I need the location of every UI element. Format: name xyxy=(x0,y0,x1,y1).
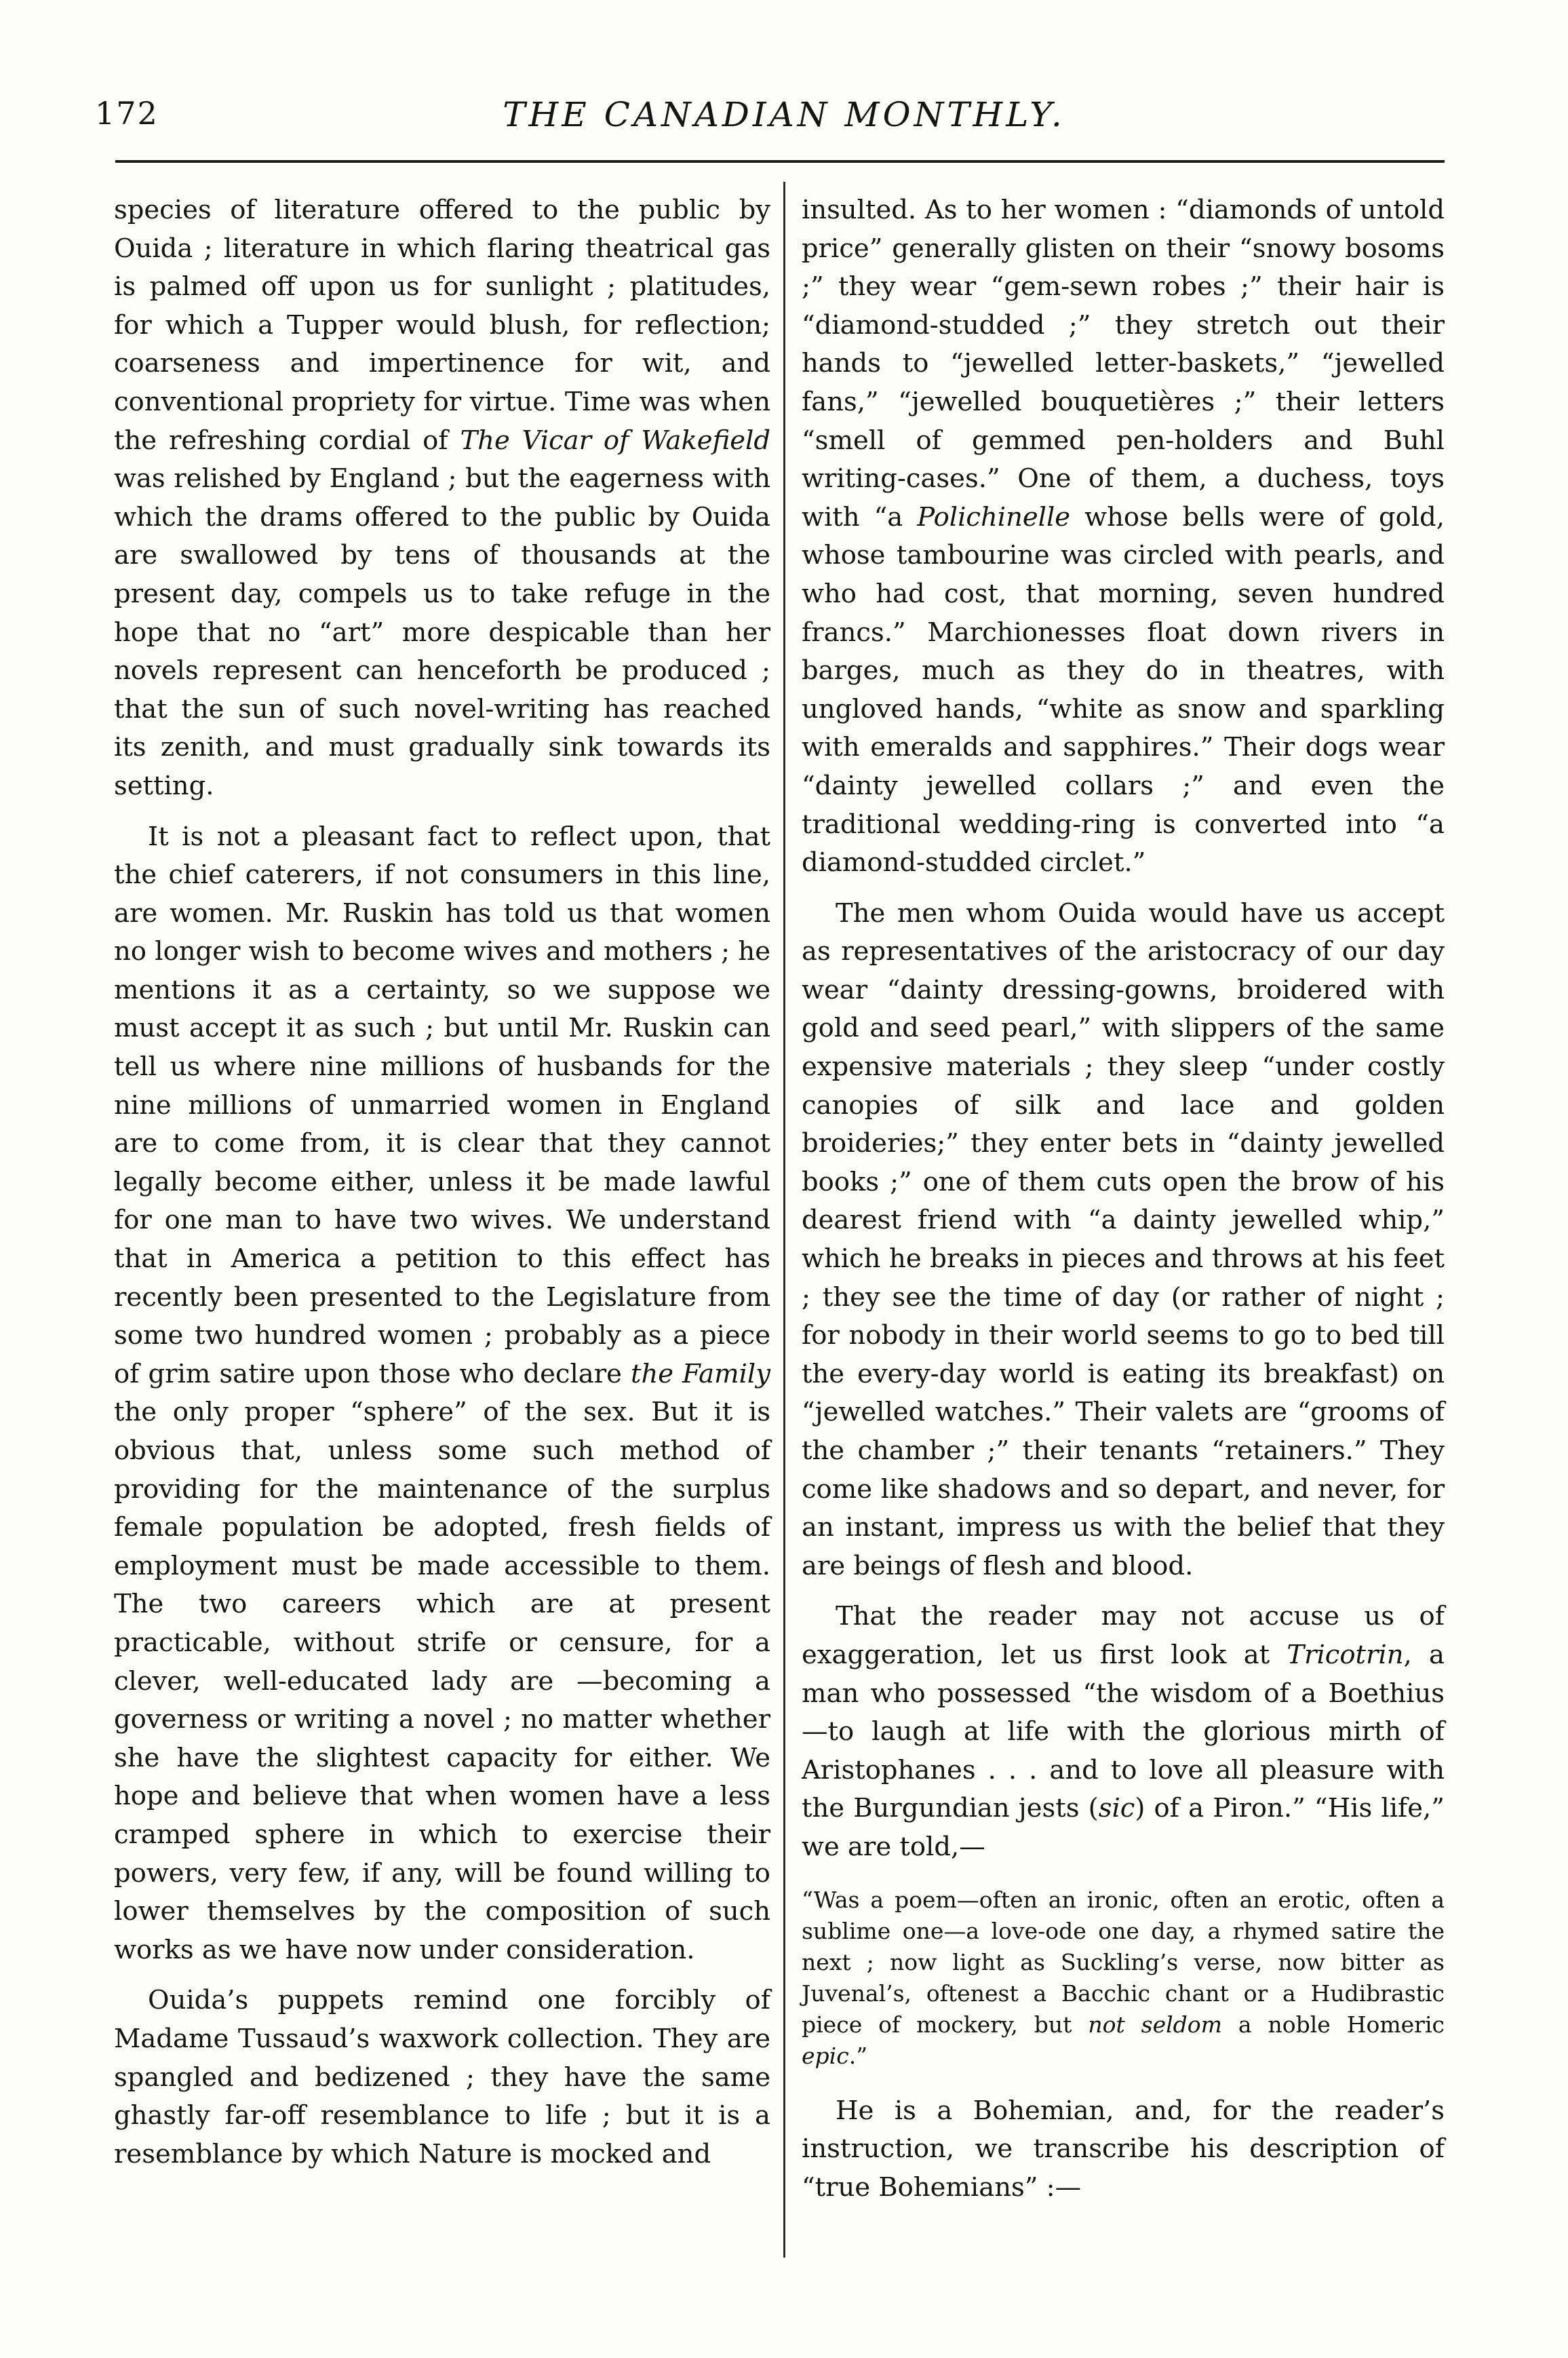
paragraph: He is a Bohemian, and, for the reader’s instruction, we transcribe his description of “true Bohemians” :— xyxy=(802,2095,1445,2203)
block-quote: “Was a poem—often an ironic, often an erotic, often a sublime one—a love-ode one day, a rhymed satire the next ; now light as Suckling’s verse, now bitter as Juvenal’s, oftenest a Bacchic chant or a Hudibrastic piece of mockery, but not seldom a noble Homeric epic.” xyxy=(802,1886,1445,2069)
left-column xyxy=(114,191,770,2173)
page-number: 172 xyxy=(95,95,159,132)
emphasis: Polichinelle xyxy=(917,501,1071,533)
paragraph: Ouida’s puppets remind one forcibly of Madame Tussaud’s waxwork collection. They are spangled and bedizened ; they have the same ghastly far-off resemblance to life ; but it is a resemblance by which Nature is mocked and xyxy=(114,1985,770,2169)
paragraph: It is not a pleasant fact to reflect upon, that the chief caterers, if not consumers in this line, are women. Mr. Ruskin has told us that women no longer wish to become wives and mothers ; he mentions it as a certainty, so we suppose we must accept it as such ; but until Mr. Ruskin can tell us where nine millions of husbands for the nine millions of unmarried women in England are to come from, it is clear that they cannot legally become either, unless it be made lawful for one man to have two wives. We understand that in America a petition to this effect has recently been presented to the Legislature from some two hundred women ; probably as a piece of grim satire upon those who declare the Family the only proper “sphere” of the sex. But it is obvious that, unless some such method of providing for the maintenance of the surplus female population be adopted, fresh fields of employment must be made accessible to them. The two careers which are at present practicable, without strife or censure, for a clever, well-educated lady are —becoming a governess or writing a novel ; no matter whether she have the slightest capacity for either. We hope and believe that when women have a less cramped sphere in which to exercise their powers, very few, if any, will be found willing to lower themselves by the composition of such works as we have now under consideration. xyxy=(114,821,770,1965)
emphasis: the Family xyxy=(630,1358,770,1389)
emphasis: not seldom xyxy=(1088,2011,1222,2038)
emphasis: Tricotrin xyxy=(1287,1639,1404,1670)
paragraph: insulted. As to her women : “diamonds of untold price” generally glisten on their “snowy bosoms ;” they wear “gem-sewn robes ;” their hair is “diamond-studded ;” they stretch out their hands to “jewelled letter-baskets,” “jewelled fans,” “jewelled bouquetières ;” their letters “smell of gemmed pen-holders and Buhl writing-cases.” One of them, a duchess, toys with “a Polichinelle whose bells were of gold, whose tambourine was circled with pearls, and who had cost, that morning, seven hundred francs.” Marchionesses float down rivers in barges, much as they do in theatres, with ungloved hands, “white as snow and sparkling with emeralds and sapphires.” Their dogs wear “dainty jewelled collars ;” and even the traditional wedding-ring is converted into “a diamond-studded circlet.” xyxy=(802,195,1445,878)
emphasis: sic xyxy=(1098,1793,1135,1824)
page-header xyxy=(95,95,1473,156)
book-title: The Vicar of Wakefield xyxy=(460,425,770,456)
column-divider xyxy=(783,182,785,2258)
right-column xyxy=(802,191,1445,2207)
paragraph: species of literature offered to the public by Ouida ; literature in which flaring theatrical gas is palmed off upon us for sunlight ; platitudes, for which a Tupper would blush, for reflection; coarseness and impertinence for wit, and conventional propriety for virtue. Time was when the refreshing cordial of The Vicar of Wakefield was relished by England ; but the eagerness with which the drams offered to the public by Ouida are swallowed by tens of thousands at the present day, compels us to take refuge in the hope that no “art” more despicable than her novels represent can henceforth be produced ; that the sun of such novel-writing has reached its zenith, and must gradually sink towards its setting. xyxy=(114,195,770,801)
running-title: THE CANADIAN MONTHLY. xyxy=(503,95,1065,134)
emphasis: epic xyxy=(802,2042,849,2069)
header-rule xyxy=(115,160,1445,163)
paragraph: The men whom Ouida would have us accept as representatives of the aristocracy of our day wear “dainty dressing-gowns, broidered with gold and seed pearl,” with slippers of the same expensive materials ; they sleep “under costly canopies of silk and lace and golden broideries;” they enter bets in “dainty jewelled books ;” one of them cuts open the brow of his dearest friend with “a dainty jewelled whip,” which he breaks in pieces and throws at his feet ; they see the time of day (or rather of night ; for nobody in their world seems to go to bed till the every-day world is eating its breakfast) on “jewelled watches.” Their valets are “grooms of the chamber ;” their tenants “retainers.” They come like shadows and so depart, and never, for an instant, impress us with the belief that they are beings of flesh and blood. xyxy=(802,897,1445,1581)
paragraph: That the reader may not accuse us of exaggeration, let us first look at Tricotrin, a man who possessed “the wisdom of a Boethius—to laugh at life with the glorious mirth of Aristophanes . . . and to love all pleasure with the Burgundian jests (sic) of a Piron.” “His life,” we are told,— xyxy=(802,1601,1445,1862)
